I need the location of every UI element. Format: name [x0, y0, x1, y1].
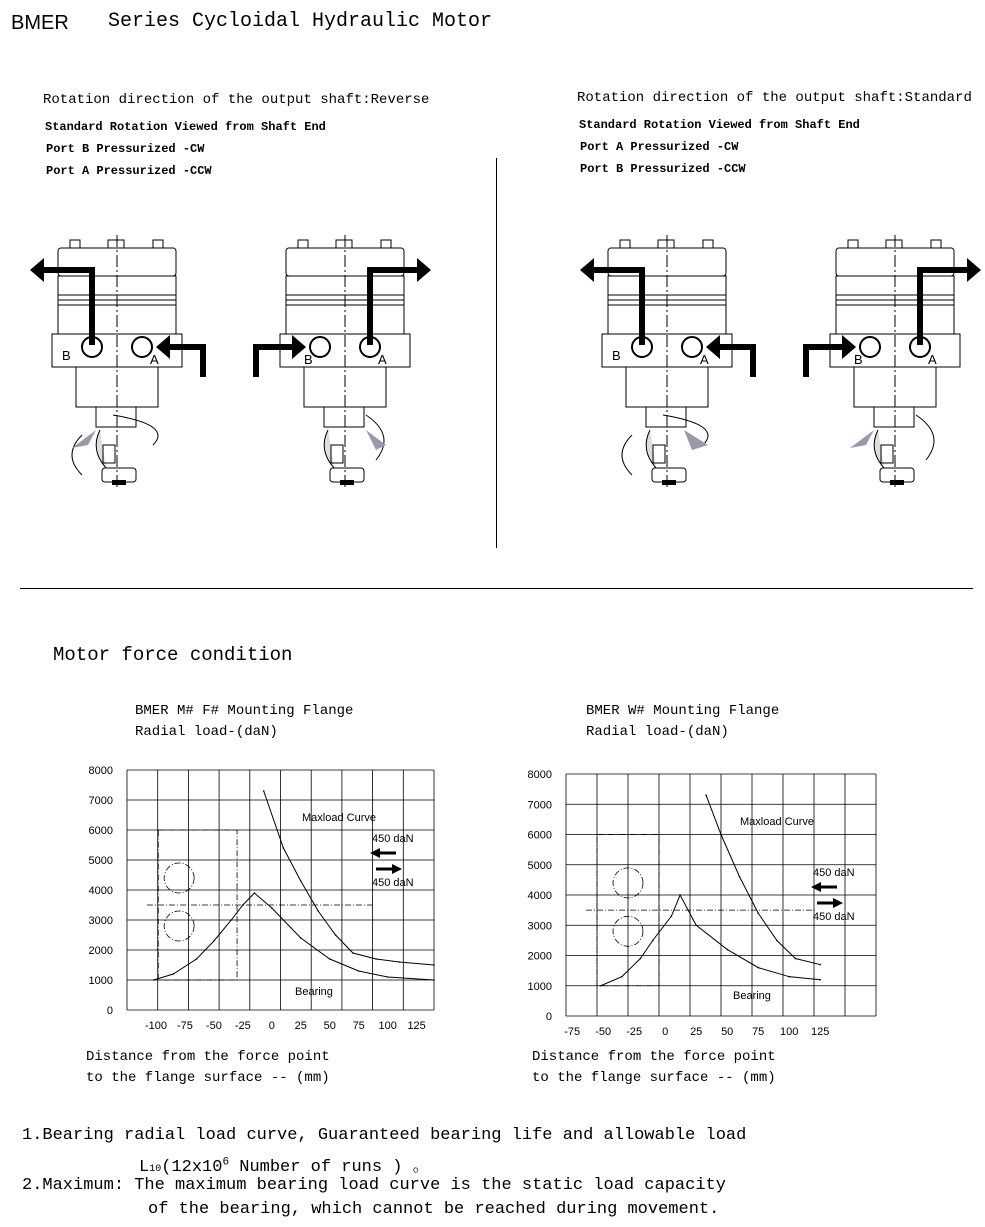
data-point — [739, 876, 741, 878]
x-tick-label: 50 — [721, 1026, 734, 1038]
reverse-line-2: Port B Pressurized -CW — [46, 142, 205, 156]
data-point — [600, 985, 602, 987]
port-b-label: B — [304, 352, 313, 367]
y-tick-label: 8000 — [88, 765, 113, 777]
port-a-label: A — [150, 352, 159, 367]
data-point — [819, 964, 821, 966]
bearing-label: Bearing — [295, 986, 333, 998]
y-tick-label: 7000 — [88, 795, 113, 807]
port-a-label: A — [928, 352, 937, 367]
force-label-1: 450 daN — [813, 867, 855, 879]
note-1-text: Bearing radial load curve, Guaranteed bearing life and allowable load — [42, 1126, 747, 1145]
y-tick-label: 6000 — [527, 829, 552, 842]
data-point — [757, 967, 759, 969]
chart2-subtitle: Radial load-(daN) — [586, 724, 729, 740]
y-tick-label: 2000 — [88, 945, 113, 957]
chart2-title: BMER W# Mounting Flange — [586, 703, 780, 719]
port-a-label: A — [700, 352, 709, 367]
reverse-line-1: Standard Rotation Viewed from Shaft End — [45, 120, 326, 134]
data-point — [776, 940, 778, 942]
data-point — [726, 949, 728, 951]
maxload-label: Maxload Curve — [302, 812, 376, 824]
y-tick-label: 0 — [106, 1005, 113, 1017]
x-tick-label: -100 — [144, 1020, 167, 1032]
data-point — [757, 912, 759, 914]
x-tick-label: -25 — [626, 1026, 643, 1038]
x-tick-label: 125 — [811, 1026, 830, 1038]
force-label-2: 450 daN — [813, 911, 855, 923]
y-tick-label: 3000 — [527, 920, 552, 933]
x-tick-label: 75 — [752, 1026, 765, 1038]
x-tick-label: 125 — [407, 1020, 426, 1032]
note-1 — [22, 1126, 746, 1145]
data-point — [819, 979, 821, 981]
data-point — [795, 958, 797, 960]
note-1-l-sub: 10 — [149, 1164, 162, 1175]
data-point — [652, 940, 654, 942]
port-b-label: B — [854, 352, 863, 367]
x-tick-label: 75 — [352, 1020, 365, 1032]
note-1-rest: Number of runs ) 。 — [229, 1158, 430, 1177]
note-2-num: 2. — [22, 1176, 43, 1195]
page-title: Series Cycloidal Hydraulic Motor — [108, 10, 493, 33]
chart1-xlabel-1: Distance from the force point — [86, 1049, 330, 1065]
note-2-cont: of the bearing, which cannot be reached during movement. — [148, 1200, 720, 1219]
standard-line-3: Port B Pressurized -CCW — [580, 162, 746, 176]
y-tick-label: 4000 — [88, 885, 113, 897]
reverse-title: Rotation direction of the output shaft:Reverse — [43, 92, 430, 108]
note-1-l10-open: (12x10 — [161, 1158, 223, 1177]
y-tick-label: 3000 — [88, 915, 113, 927]
y-tick-label: 6000 — [88, 825, 113, 837]
x-tick-label: 0 — [268, 1020, 275, 1032]
data-point — [695, 924, 697, 926]
force-arrow-left-head — [811, 882, 821, 892]
y-tick-label: 5000 — [88, 855, 113, 867]
maxload-label: Maxload Curve — [740, 816, 814, 828]
y-tick-label: 5000 — [527, 859, 552, 872]
standard-line-1: Standard Rotation Viewed from Shaft End — [579, 118, 860, 132]
x-tick-label: 100 — [780, 1026, 799, 1038]
data-point — [705, 794, 707, 796]
x-tick-label: 0 — [662, 1026, 669, 1038]
note-2 — [22, 1176, 726, 1195]
standard-title: Rotation direction of the output shaft:Standard — [577, 90, 972, 106]
x-tick-label: 100 — [378, 1020, 397, 1032]
x-tick-label: 25 — [294, 1020, 307, 1032]
x-tick-label: 25 — [690, 1026, 703, 1038]
port-b-label: B — [612, 348, 621, 363]
bearing-curve — [601, 895, 820, 986]
chart1-subtitle: Radial load-(daN) — [135, 724, 278, 740]
port-a-label: A — [378, 352, 387, 367]
y-tick-label: 7000 — [527, 799, 552, 812]
note-1-l10 — [139, 1151, 430, 1177]
y-tick-label: 1000 — [527, 980, 552, 993]
data-point — [671, 915, 673, 917]
y-tick-label: 2000 — [527, 950, 552, 963]
bearing-label: Bearing — [733, 990, 771, 1002]
x-tick-label: -50 — [205, 1020, 222, 1032]
x-tick-label: 50 — [323, 1020, 336, 1032]
data-point — [720, 834, 722, 836]
force-arrow-right-head — [833, 898, 843, 908]
y-tick-label: 8000 — [527, 769, 552, 781]
data-point — [679, 894, 681, 896]
reverse-line-3: Port A Pressurized -CCW — [46, 164, 212, 178]
chart2-xlabel-1: Distance from the force point — [532, 1049, 776, 1065]
note-1-num: 1. — [22, 1126, 43, 1145]
data-point — [640, 958, 642, 960]
port-b-label: B — [62, 348, 71, 363]
brand-label: BMER — [11, 12, 69, 34]
data-point — [788, 976, 790, 978]
x-tick-label: -75 — [564, 1026, 581, 1038]
force-section-title: Motor force condition — [53, 644, 293, 666]
note-2-text: Maximum: The maximum bearing load curve is the static load capacity — [42, 1176, 726, 1195]
x-tick-label: -75 — [176, 1020, 193, 1032]
x-tick-label: -50 — [595, 1026, 612, 1038]
standard-line-2: Port A Pressurized -CW — [580, 140, 739, 154]
y-tick-label: 0 — [545, 1011, 552, 1023]
force-label-1: 450 daN — [372, 833, 414, 845]
y-tick-label: 4000 — [527, 890, 552, 902]
note-1-l: L — [139, 1158, 150, 1177]
chart1-xlabel-2: to the flange surface -- (mm) — [86, 1070, 330, 1086]
chart2-xlabel-2: to the flange surface -- (mm) — [532, 1070, 776, 1086]
force-label-2: 450 daN — [372, 877, 414, 889]
y-tick-label: 1000 — [88, 975, 113, 987]
note-1-exp: 6 — [222, 1156, 230, 1169]
x-tick-label: -25 — [234, 1020, 251, 1032]
data-point — [621, 976, 623, 978]
chart1-title: BMER M# F# Mounting Flange — [135, 703, 354, 719]
